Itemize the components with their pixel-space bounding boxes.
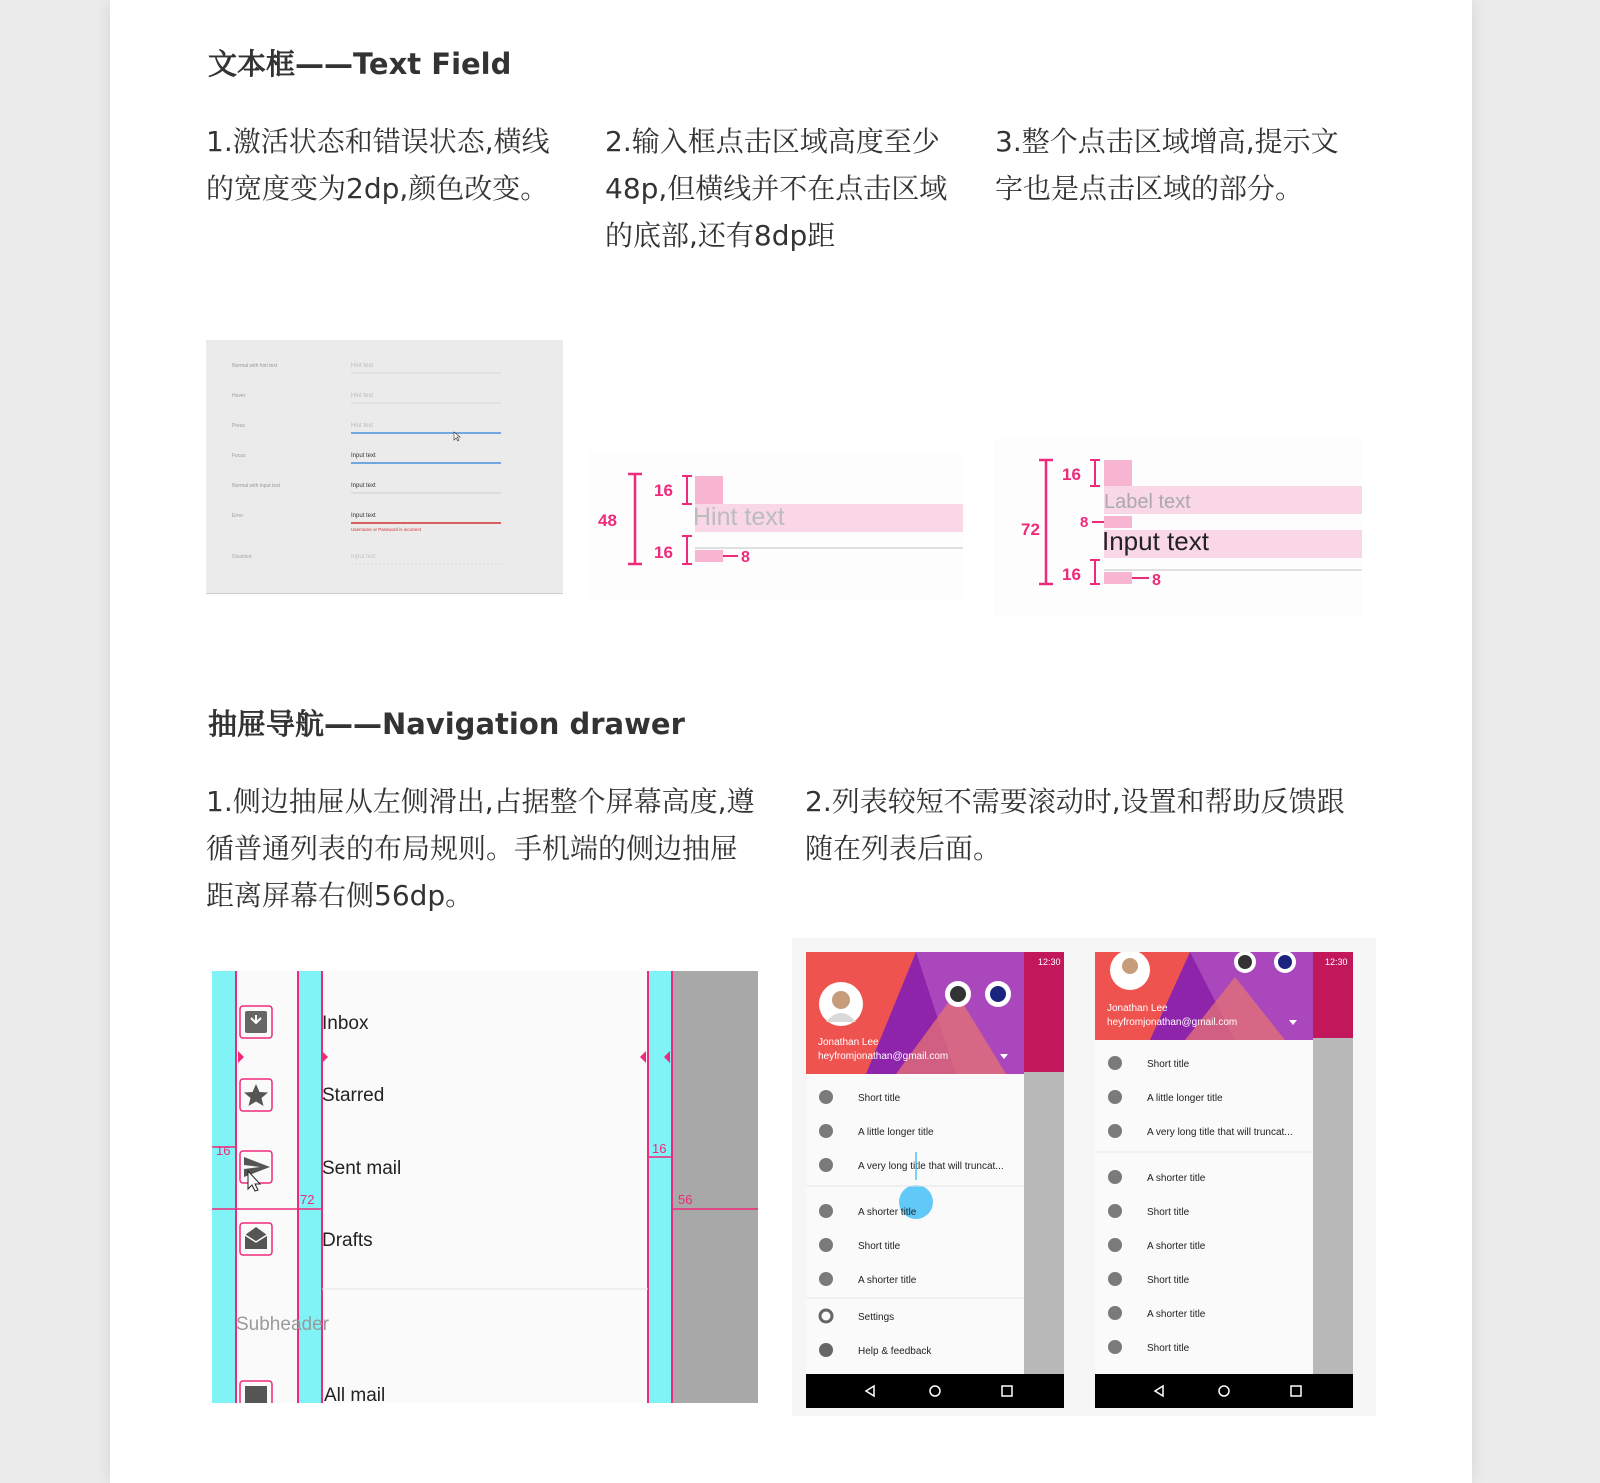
state-value: Input text xyxy=(351,554,376,560)
state-label: Error xyxy=(232,513,244,519)
spec-bottom: 16 xyxy=(1062,565,1081,584)
list-item-label: Short title xyxy=(858,1241,901,1252)
label-text-spec-figure xyxy=(994,438,1362,616)
state-value: Input text xyxy=(351,453,376,459)
spec-mid: 8 xyxy=(1080,514,1089,531)
list-item-label: A very long title that will truncat... xyxy=(1147,1127,1293,1138)
article-page xyxy=(110,0,1472,1483)
account-name: Jonathan Lee xyxy=(1107,1003,1168,1014)
drawer-phones-figure xyxy=(792,938,1376,1416)
state-label: Press xyxy=(232,423,245,429)
measure-margin: 56 xyxy=(678,1192,693,1207)
states-svg xyxy=(206,340,563,593)
measure-right: 16 xyxy=(652,1141,667,1156)
list-item-label: Short title xyxy=(1147,1059,1190,1070)
state-label: Hover xyxy=(232,393,246,399)
list-item-label: Short title xyxy=(858,1093,901,1104)
spec48-svg xyxy=(588,452,963,600)
measure-text: 72 xyxy=(300,1192,315,1207)
state-row xyxy=(232,423,501,441)
list-item-label: A shorter title xyxy=(1147,1241,1206,1252)
section-title-text-field: 文本框——Text Field xyxy=(208,47,512,81)
mail-icon xyxy=(245,1386,267,1403)
state-value: Input text xyxy=(351,513,376,519)
state-value: Hint text xyxy=(351,423,374,429)
list-item-label: Short title xyxy=(1147,1207,1190,1218)
list-item-label: A little longer title xyxy=(858,1127,934,1138)
section-title-navigation-drawer: 抽屉导航——Navigation drawer xyxy=(208,707,685,741)
list-item-label: Short title xyxy=(1147,1275,1190,1286)
state-row xyxy=(232,483,501,493)
settings-label: Settings xyxy=(858,1312,895,1323)
list-item-label: A shorter title xyxy=(1147,1309,1206,1320)
list-item-label: A shorter title xyxy=(1147,1173,1206,1184)
state-value: Hint text xyxy=(351,393,374,399)
state-row xyxy=(232,393,501,403)
help-label: Help & feedback xyxy=(858,1346,932,1357)
state-row xyxy=(232,363,501,373)
state-row xyxy=(232,513,501,532)
account-email: heyfromjonathan@gmail.com xyxy=(818,1051,949,1062)
list-item-label: A little longer title xyxy=(1147,1093,1223,1104)
spec-hint: Hint text xyxy=(693,503,785,531)
spec-input: Input text xyxy=(1102,526,1209,556)
drawer-item-label: Drafts xyxy=(322,1230,373,1251)
drawer-item-label: Inbox xyxy=(322,1013,369,1034)
settings-item[interactable] xyxy=(820,1310,894,1323)
spec-gap: 8 xyxy=(1152,572,1161,589)
spec-bottom: 16 xyxy=(654,543,673,562)
list-item-label: A shorter title xyxy=(858,1275,917,1286)
state-label: Normal with hint text xyxy=(232,363,278,369)
hint-text-spec-figure xyxy=(588,452,963,600)
list-item-label: A shorter title xyxy=(858,1207,917,1218)
drawer-item-label: Sent mail xyxy=(322,1158,402,1179)
state-label: Focus xyxy=(232,453,246,459)
measure-left: 16 xyxy=(216,1143,231,1158)
drawer-point-2: 2.列表较短不需要滚动时,设置和帮助反馈跟随在列表后面。 xyxy=(805,785,1345,865)
drawer-point-1: 1.侧边抽屉从左侧滑出,占据整个屏幕高度,遵循普通列表的布局规则。手机端的侧边抽屉距离屏幕右侧56dp。 xyxy=(206,785,755,912)
status-time: 12:30 xyxy=(1325,957,1348,967)
account-email: heyfromjonathan@gmail.com xyxy=(1107,1017,1238,1028)
spec-gap: 8 xyxy=(741,549,750,566)
list-item-label: Short title xyxy=(1147,1343,1190,1354)
state-value: Input text xyxy=(351,483,376,489)
keyline-svg xyxy=(212,971,758,1403)
drawer-item-label: Starred xyxy=(322,1085,385,1106)
state-row xyxy=(232,453,501,463)
spec-total: 72 xyxy=(1021,520,1040,539)
drawer-item-label: All mail xyxy=(324,1385,386,1403)
drawer-subheader: Subheader xyxy=(236,1314,329,1335)
state-value: Hint text xyxy=(351,363,374,369)
phone-2 xyxy=(1095,952,1353,1408)
account-name: Jonathan Lee xyxy=(818,1037,879,1048)
error-message: Username or Password is incorrect xyxy=(351,527,422,532)
spec-label: Label text xyxy=(1104,491,1191,513)
spec-top: 16 xyxy=(1062,465,1081,484)
state-row xyxy=(232,554,501,564)
state-label: Disabled xyxy=(232,554,252,560)
state-label: Normal with input text xyxy=(232,483,281,489)
spec-total: 48 xyxy=(598,511,617,530)
text-field-point-2: 2.输入框点击区域高度至少48p,但横线并不在点击区域的底部,还有8dp距 xyxy=(605,125,948,252)
text-field-point-1: 1.激活状态和错误状态,横线的宽度变为2dp,颜色改变。 xyxy=(206,125,550,205)
help-icon xyxy=(819,1343,833,1357)
text-field-point-3: 3.整个点击区域增高,提示文字也是点击区域的部分。 xyxy=(995,125,1339,205)
phone-1 xyxy=(806,952,1064,1408)
spec72-svg xyxy=(994,438,1362,616)
list-item-label: A very long title that will truncat... xyxy=(858,1161,1004,1172)
spec-top: 16 xyxy=(654,481,673,500)
text-field-states-figure xyxy=(206,340,563,594)
drawer-keyline-figure xyxy=(212,971,758,1403)
status-time: 12:30 xyxy=(1038,957,1061,967)
